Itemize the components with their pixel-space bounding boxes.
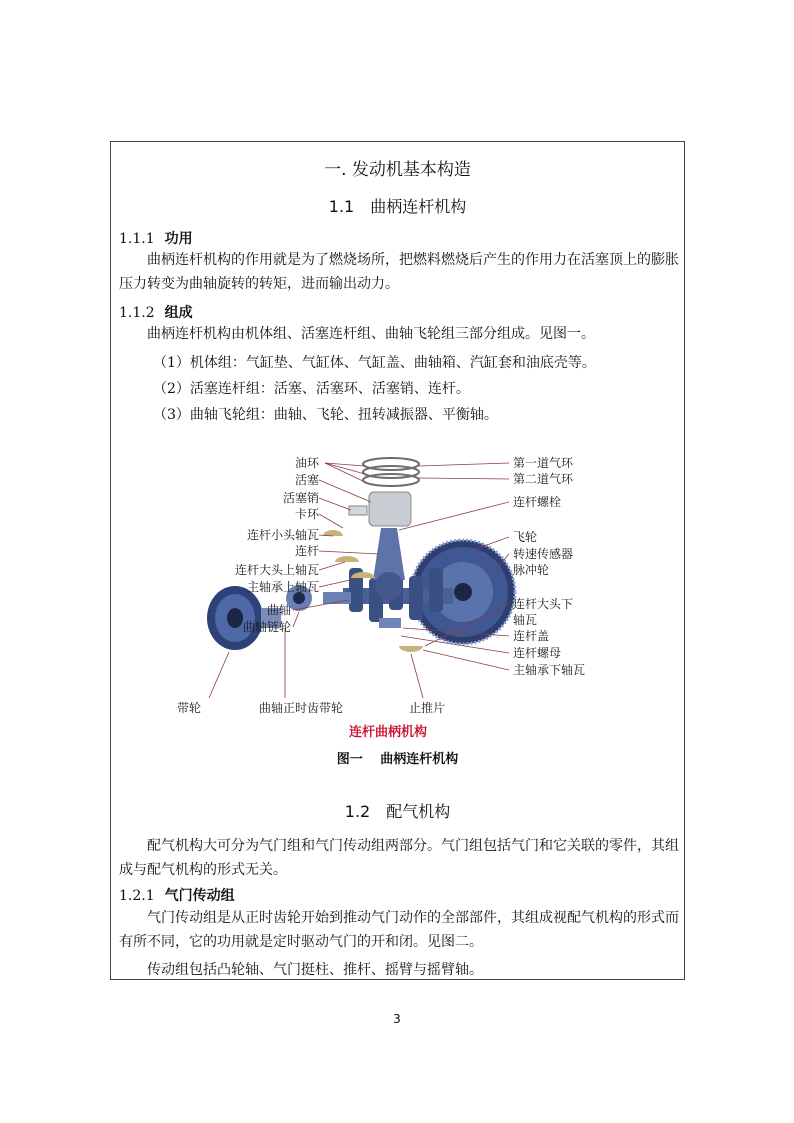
label-piston-pin: 活塞销 — [282, 491, 319, 505]
label-flywheel: 飞轮 — [513, 530, 538, 544]
page-number: 3 — [393, 1012, 401, 1026]
subsection-number: 1.1.1 — [119, 231, 155, 247]
label-crank-timing-pulley: 曲轴正时齿带轮 — [259, 701, 344, 715]
crank-connecting-rod-figure — [173, 450, 629, 742]
label-pulley: 带轮 — [177, 701, 202, 715]
label-big-end-lower: 连杆大头下 — [513, 597, 574, 611]
label-pulse-wheel: 脉冲轮 — [513, 563, 550, 577]
figure-1-caption: 图一 曲柄连杆机构 — [336, 752, 459, 767]
list-item: （2）活塞连杆组：活塞、活塞环、活塞销、连杆。 — [153, 381, 470, 397]
section-1-2-title: 1.2 配气机构 — [344, 802, 451, 821]
figure-image-title: 连杆曲柄机构 — [349, 725, 428, 740]
label-crankshaft: 曲轴 — [266, 603, 291, 617]
label-crank-sprocket: 曲轴链轮 — [242, 620, 291, 634]
subsection-number: 1.2.1 — [119, 888, 155, 904]
chapter-title: 一. 发动机基本构造 — [324, 160, 471, 180]
label-big-end-upper-bearing: 连杆大头上轴瓦 — [234, 563, 319, 577]
label-oil-ring: 油环 — [294, 456, 319, 470]
paragraph-composition: 曲柄连杆机构由机体组、活塞连杆组、曲轴飞轮组三部分组成。见图一。 — [147, 326, 595, 342]
piston-drawing — [349, 492, 411, 526]
label-connecting-rod: 连杆 — [294, 544, 319, 558]
paragraph-valve-drive-group: 气门传动组是从正时齿轮开始到推动气门动作的全部部件，其组成视配气机构的形式而有所不同，它的功用就是定时驱动气门的开和闭。见图二。 — [119, 910, 679, 950]
piston-rings-drawing — [363, 458, 419, 486]
label-rod-nut: 连杆螺母 — [513, 646, 562, 660]
subsection-number: 1.1.2 — [119, 305, 155, 321]
content-frame — [110, 141, 685, 980]
label-thrust-washer: 止推片 — [409, 701, 446, 715]
subsection-title: 功用 — [164, 231, 193, 247]
label-first-compression-ring: 第一道气环 — [513, 456, 574, 470]
label-rod-cap: 连杆盖 — [513, 629, 550, 643]
paragraph-function: 曲柄连杆机构的作用就是为了燃烧场所，把燃料燃烧后产生的作用力在活塞顶上的膨胀压力转变为曲轴旋转的转矩，进而输出动力。 — [119, 252, 679, 292]
subsection-1-2-1 — [119, 885, 235, 905]
label-rod-bolt: 连杆螺栓 — [513, 495, 562, 509]
label-small-end-bearing: 连杆小头轴瓦 — [246, 528, 319, 542]
pulley-drawing — [207, 586, 281, 650]
list-item: （1）机体组：气缸垫、气缸体、气缸盖、曲轴箱、汽缸套和油底壳等。 — [153, 355, 596, 371]
subsection-title: 组成 — [164, 305, 193, 321]
subsection-1-1-1 — [119, 228, 193, 248]
paragraph-drive-components: 传动组包括凸轮轴、气门挺柱、推杆、摇臂与摇臂轴。 — [147, 962, 483, 978]
list-item: （3）曲轴飞轮组：曲轴、飞轮、扭转减振器、平衡轴。 — [153, 407, 498, 423]
label-second-compression-ring: 第二道气环 — [513, 472, 574, 486]
label-main-lower-bearing: 主轴承下轴瓦 — [513, 663, 586, 677]
subsection-title: 气门传动组 — [164, 888, 235, 904]
section-1-1-title: 1.1 曲柄连杆机构 — [328, 197, 467, 216]
label-snap-ring: 卡环 — [294, 507, 319, 521]
label-piston: 活塞 — [294, 473, 319, 487]
paragraph-valve-train-intro: 配气机构大可分为气门组和气门传动组两部分。气门组包括气门和它关联的零件，其组成与配气机构的形式无关。 — [119, 838, 679, 878]
label-bearing-shell: 轴瓦 — [513, 613, 538, 627]
label-main-upper-bearing: 主轴承上轴瓦 — [246, 580, 319, 594]
subsection-1-1-2 — [119, 302, 193, 322]
label-speed-sensor: 转速传感器 — [513, 547, 574, 561]
